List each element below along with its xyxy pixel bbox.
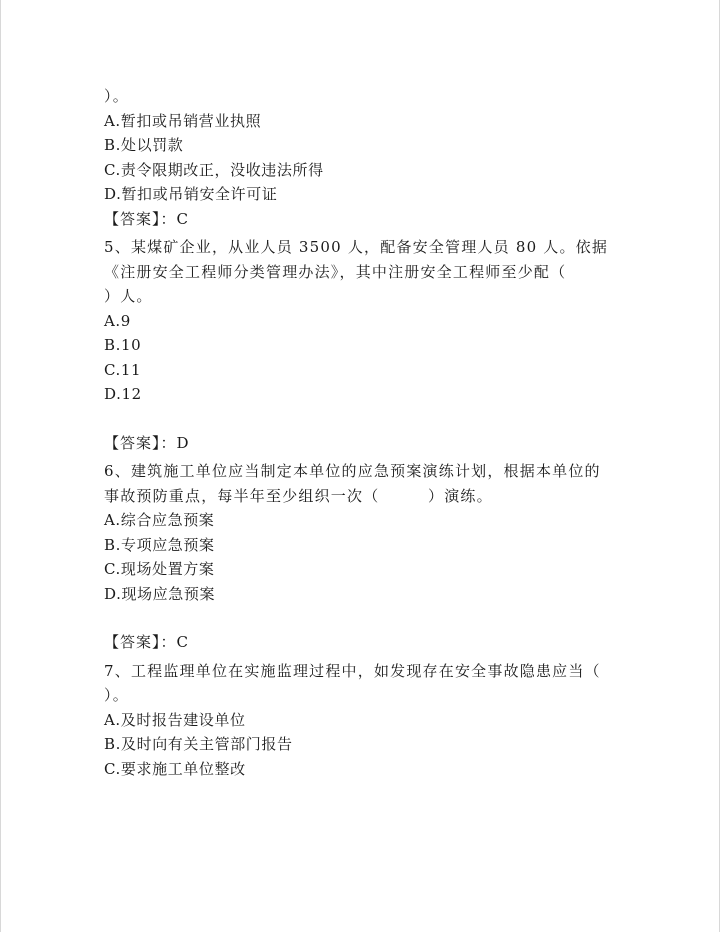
q7-option-a: A.及时报告建设单位 (104, 710, 246, 729)
q6-option-c: C.现场处置方案 (104, 560, 215, 578)
q5-stem-line-1: 5、某煤矿企业，从业人员 3500 人，配备安全管理人员 80 人。依据 (104, 238, 609, 256)
q4-option-a: A.暂扣或吊销营业执照 (104, 111, 262, 130)
q5-answer: 【答案】：D (104, 433, 190, 452)
q7-option-b: B.及时向有关主管部门报告 (104, 735, 293, 753)
q6-stem-line-1: 6、建筑施工单位应当制定本单位的应急预案演练计划，根据本单位的 (104, 462, 601, 480)
q4-stem-tail: ）。 (104, 87, 129, 105)
page-edge-left (0, 0, 1, 932)
q6-answer: 【答案】：C (104, 633, 189, 651)
q7-stem-line-2: ）。 (104, 686, 129, 704)
q4-option-b: B.处以罚款 (104, 136, 184, 154)
q5-option-b: B.10 (104, 336, 142, 354)
q4-option-d: D.暂扣或吊销安全许可证 (104, 185, 278, 203)
q5-option-a: A.9 (104, 311, 131, 330)
q5-option-c: C.11 (104, 360, 142, 379)
q6-option-b: B.专项应急预案 (104, 535, 215, 554)
spacer (104, 606, 624, 630)
document-content (104, 84, 624, 781)
q6-option-d: D.现场应急预案 (104, 584, 216, 603)
q6-stem-line-2: 事故预防重点，每半年至少组织一次（ ）演练。 (104, 486, 493, 505)
q6-option-a: A.综合应急预案 (104, 511, 215, 529)
q7-stem-line-1: 7、工程监理单位在实施监理过程中，如发现存在安全事故隐患应当（ (104, 661, 601, 680)
q4-answer: 【答案】：C (104, 209, 189, 228)
spacer (104, 407, 624, 431)
q5-option-d: D.12 (104, 385, 142, 403)
q5-stem-line-2: 《注册安全工程师分类管理办法》，其中注册安全工程师至少配（ (104, 262, 567, 281)
q4-option-c: C.责令限期改正，没收违法所得 (104, 160, 324, 179)
q7-option-c: C.要求施工单位整改 (104, 759, 246, 778)
q5-stem-line-3: ）人。 (104, 287, 153, 305)
